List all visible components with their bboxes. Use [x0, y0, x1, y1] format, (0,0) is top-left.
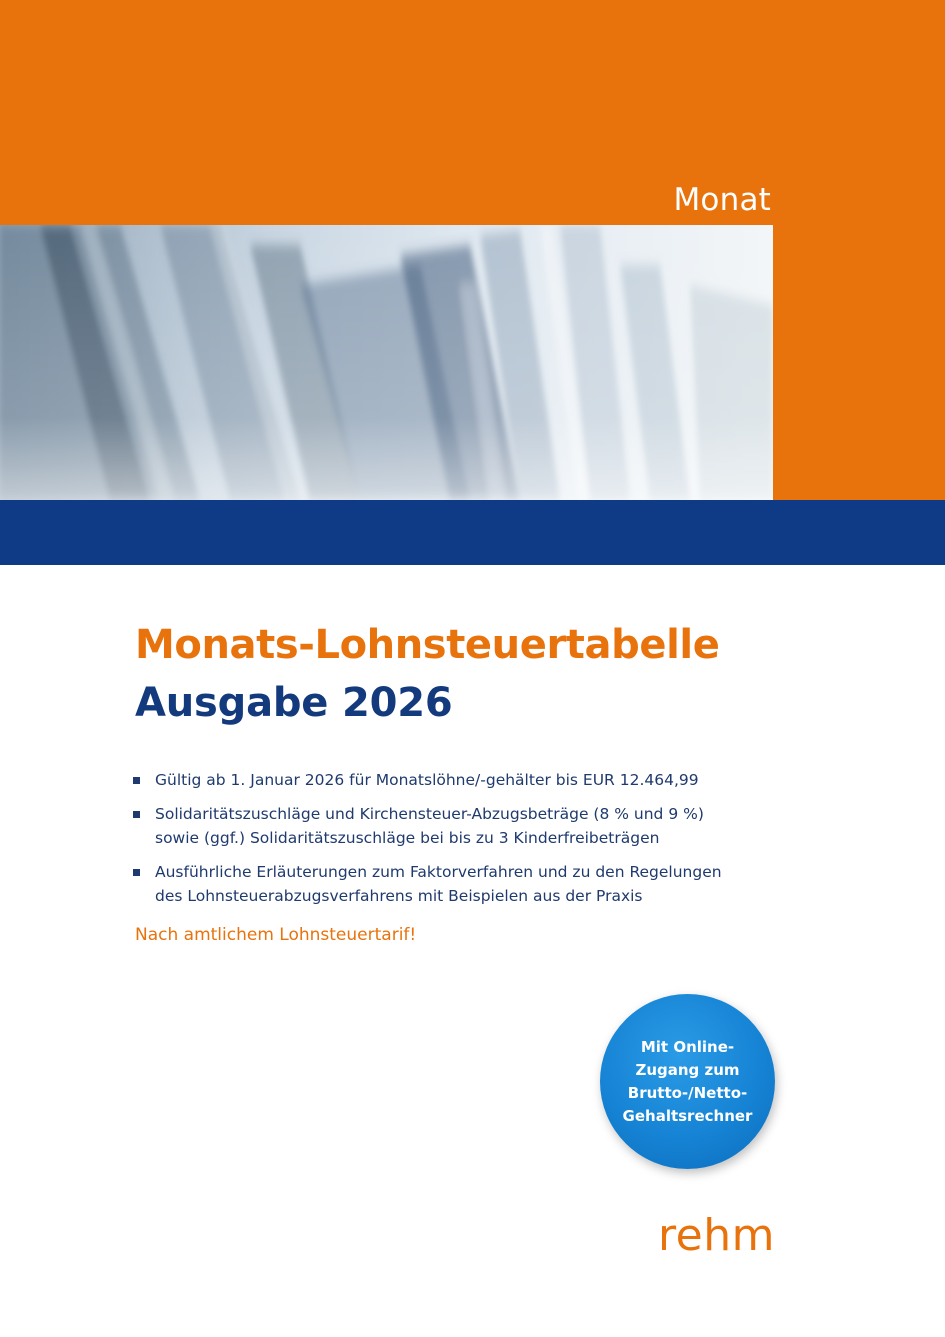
square-bullet-icon	[133, 869, 140, 876]
badge-text: Mit Online-	[640, 1037, 735, 1056]
feature-item	[133, 802, 773, 850]
badge-text: Brutto-/Netto-	[627, 1083, 748, 1102]
feature-text: Solidaritätszuschläge und Kirchensteuer-Abzugsbeträge (8 % und 9 %)	[155, 805, 704, 823]
book-subtitle: Ausgabe 2026	[135, 680, 453, 726]
online-access-badge	[600, 994, 775, 1169]
feature-text: Ausführliche Erläuterungen zum Faktorverfahren und zu den Regelungen	[155, 863, 722, 881]
cover-photo	[0, 225, 773, 500]
edition-label: Monat	[673, 182, 771, 218]
publisher-logo: rehm	[658, 1210, 775, 1261]
feature-text: sowie (ggf.) Solidaritätszuschläge bei bis zu 3 Kinderfreibeträgen	[155, 829, 660, 847]
tagline: Nach amtlichem Lohnsteuertarif!	[135, 925, 417, 945]
feature-text: des Lohnsteuerabzugsverfahrens mit Beispielen aus der Praxis	[155, 887, 643, 905]
feature-item	[133, 860, 773, 908]
feature-text: Gültig ab 1. Januar 2026 für Monatslöhne/-gehälter bis EUR 12.464,99	[155, 771, 699, 789]
square-bullet-icon	[133, 777, 140, 784]
book-title: Monats-Lohnsteuertabelle	[135, 622, 720, 668]
square-bullet-icon	[133, 811, 140, 818]
feature-list	[133, 768, 773, 918]
blue-band	[0, 500, 945, 565]
badge-text: Zugang zum	[635, 1060, 740, 1079]
feature-item	[133, 768, 773, 792]
badge-text: Gehaltsrechner	[622, 1106, 753, 1125]
